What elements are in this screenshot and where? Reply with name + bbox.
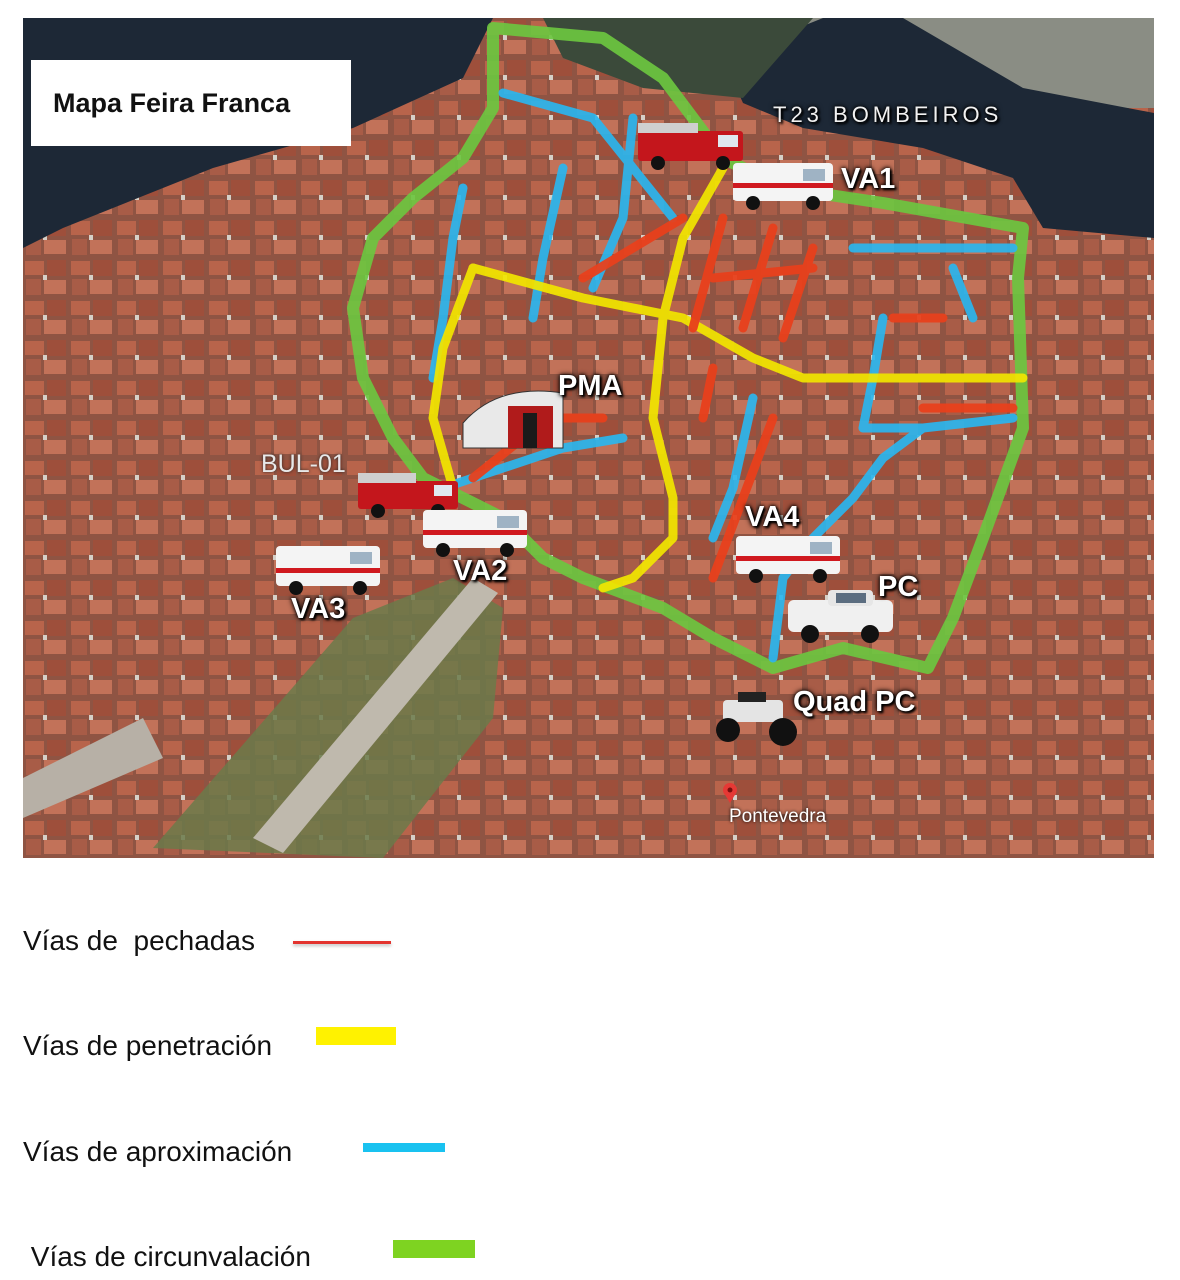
legend-swatch-closed xyxy=(293,941,391,944)
legend-label-penetration: Vías de penetración xyxy=(23,1030,273,1061)
label-va1: VA1 xyxy=(841,163,896,195)
label-va2: VA2 xyxy=(453,555,508,587)
legend-label-closed: Vías de pechadas xyxy=(23,925,255,956)
label-pc: PC xyxy=(878,571,919,603)
legend-label-ring: Vías de circunvalación xyxy=(23,1241,311,1272)
label-pontevedra: Pontevedra xyxy=(729,806,827,827)
label-bombeiros: T23 BOMBEIROS xyxy=(773,102,1003,127)
label-va4: VA4 xyxy=(745,501,800,533)
legend-swatch-approach xyxy=(363,1143,445,1152)
label-quad-pc: Quad PC xyxy=(793,686,916,718)
label-bul-01: BUL-01 xyxy=(261,450,346,478)
legend-swatch-ring xyxy=(393,1240,475,1258)
aerial-map xyxy=(23,18,1154,858)
label-va3: VA3 xyxy=(291,593,346,625)
label-pma: PMA xyxy=(558,370,623,402)
legend-swatch-penetration xyxy=(316,1027,396,1045)
legend-label-approach: Vías de aproximación xyxy=(23,1136,293,1167)
map-title-box xyxy=(31,60,351,146)
map-title: Mapa Feira Franca xyxy=(53,87,291,118)
